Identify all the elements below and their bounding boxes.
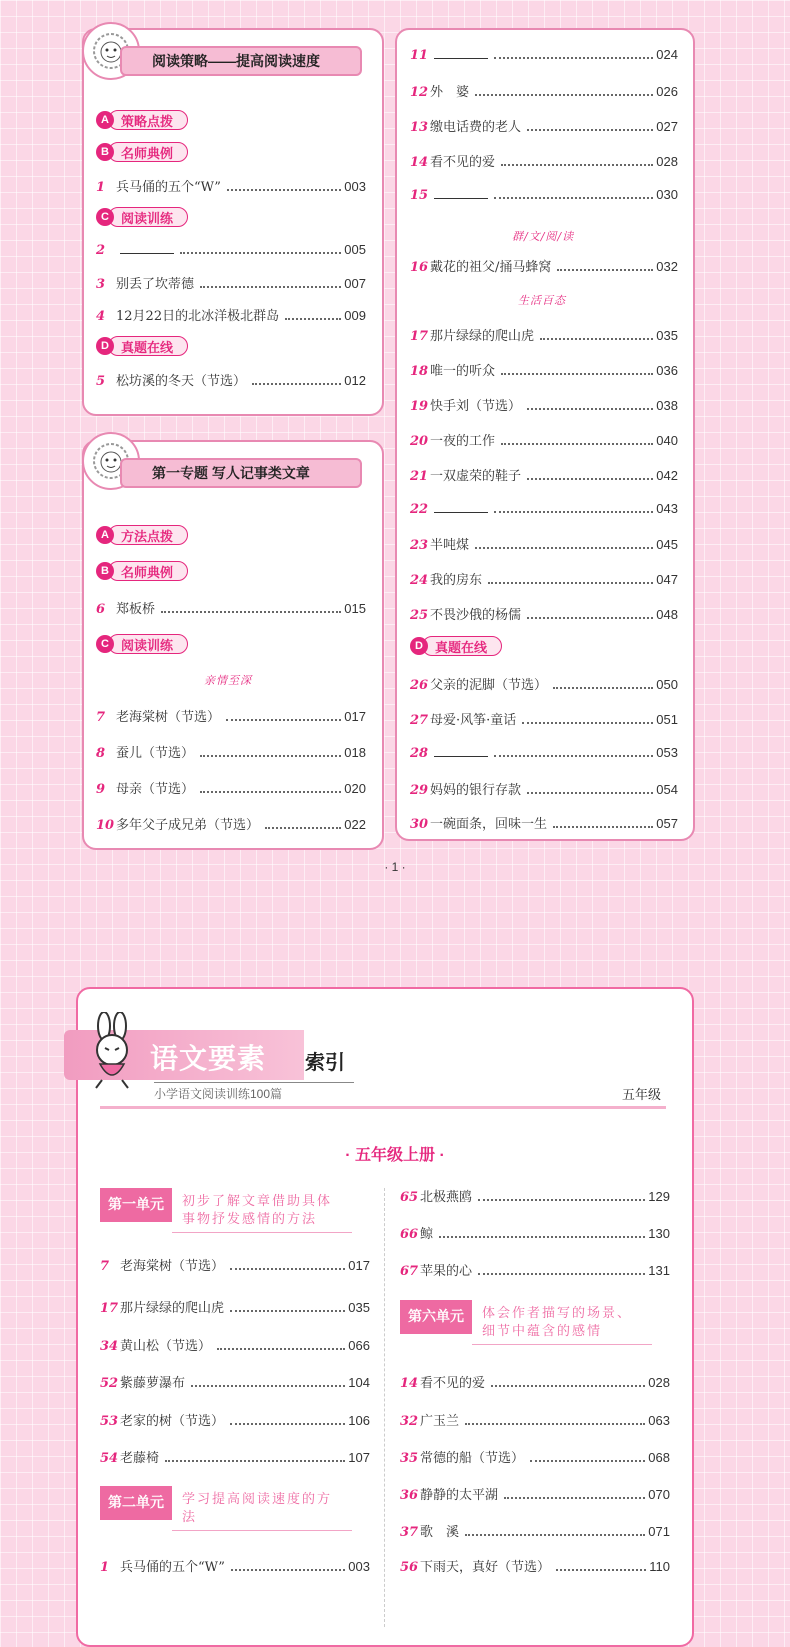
entry-page: 110 <box>649 1559 670 1574</box>
toc-entry[interactable] <box>96 273 366 292</box>
entry-title: 唯一的听众 <box>430 364 496 379</box>
leader-dots <box>527 478 653 480</box>
entry-page: 071 <box>648 1524 670 1539</box>
entry-title: 母亲（节选） <box>116 782 195 797</box>
index-subtitle: 小学语文阅读训练100篇 <box>154 1082 354 1102</box>
entry-page: 028 <box>648 1375 670 1390</box>
tag-teacher-examples <box>96 561 188 581</box>
entry-number: 3 <box>96 277 106 292</box>
entry-title: 老海棠树（节选） <box>116 710 221 725</box>
entry-title: 一碗面条，回味一生 <box>430 817 548 832</box>
title-blank <box>434 744 488 757</box>
entry-title: 老家的树（节选） <box>120 1414 225 1429</box>
entry-number: 35 <box>400 1451 419 1466</box>
entry-number: 32 <box>400 1414 419 1429</box>
entry-title: 一双虚荣的鞋子 <box>430 469 522 484</box>
unit-tag: 第一单元 <box>100 1188 172 1222</box>
unit-two-header <box>100 1486 368 1531</box>
entry-number: 17 <box>410 329 429 344</box>
entry-page: 009 <box>344 308 366 323</box>
toc-entry[interactable] <box>400 1447 670 1466</box>
entry-title: 12月22日的北冰洋极北群岛 <box>116 309 280 324</box>
leader-dots <box>527 129 653 131</box>
tag-reading-practice <box>96 634 188 654</box>
toc-entry[interactable] <box>410 500 678 517</box>
toc-entry[interactable] <box>100 1556 370 1575</box>
entry-page: 020 <box>344 781 366 796</box>
entry-page: 070 <box>648 1487 670 1502</box>
entry-number: 52 <box>100 1376 119 1391</box>
leader-dots <box>165 1460 345 1462</box>
entry-page: 063 <box>648 1413 670 1428</box>
unit-desc: 学习提高阅读速度的方法 <box>172 1486 352 1531</box>
entry-number: 20 <box>410 434 429 449</box>
entry-number: 1 <box>100 1560 110 1575</box>
entry-page: 051 <box>656 712 678 727</box>
leader-dots <box>285 318 341 320</box>
entry-number: 12 <box>410 85 429 100</box>
entry-number: 21 <box>410 469 429 484</box>
entry-page: 017 <box>348 1258 370 1273</box>
toc-entry[interactable] <box>96 176 366 195</box>
entry-page: 035 <box>656 328 678 343</box>
leader-dots <box>494 57 653 59</box>
toc-entry[interactable] <box>96 305 366 324</box>
tag-label: 名师典例 <box>108 142 188 162</box>
entry-number: 10 <box>96 818 115 833</box>
subtag-family-love: 亲情至深 <box>204 674 252 687</box>
unit-desc: 初步了解文章借助具体事物抒发感情的方法 <box>172 1188 352 1233</box>
entry-title: 妈妈的银行存款 <box>430 783 522 798</box>
entry-page: 042 <box>656 468 678 483</box>
toc-entry[interactable] <box>100 1335 370 1354</box>
entry-number: 11 <box>410 48 429 63</box>
entry-title: 松坊溪的冬天（节选） <box>116 374 247 389</box>
entry-title: 常德的船（节选） <box>420 1451 525 1466</box>
entry-number: 37 <box>400 1525 419 1540</box>
entry-number: 22 <box>410 502 429 517</box>
title-blank <box>434 46 488 59</box>
leader-dots <box>465 1534 645 1536</box>
entry-number: 8 <box>96 746 106 761</box>
entry-title: 广玉兰 <box>420 1414 460 1429</box>
leader-dots <box>230 1310 345 1312</box>
leader-dots <box>227 189 341 191</box>
leader-dots <box>465 1423 645 1425</box>
entry-number: 14 <box>400 1376 419 1391</box>
toc-entry[interactable] <box>410 186 678 203</box>
entry-number: 5 <box>96 374 106 389</box>
toc-entry[interactable] <box>410 813 678 832</box>
leader-dots <box>527 617 653 619</box>
leader-dots <box>230 1268 345 1270</box>
tag-label: 策略点拨 <box>108 110 188 130</box>
unit-six-header <box>400 1300 668 1345</box>
toc-entry[interactable] <box>410 744 678 761</box>
toc-entry[interactable] <box>96 778 366 797</box>
subtag-life: 生活百态 <box>518 294 566 307</box>
toc-entry[interactable] <box>96 706 366 725</box>
leader-dots <box>494 511 653 513</box>
entry-number: 34 <box>100 1339 119 1354</box>
toc-entry[interactable] <box>410 46 678 63</box>
toc-entry[interactable] <box>410 395 678 414</box>
entry-page: 066 <box>348 1338 370 1353</box>
leader-dots <box>191 1385 345 1387</box>
leader-dots <box>265 827 341 829</box>
entry-title: 半吨煤 <box>430 538 470 553</box>
leader-dots <box>501 373 653 375</box>
leader-dots <box>161 611 341 613</box>
tag-method-tips <box>96 525 188 545</box>
entry-number: 2 <box>96 243 106 258</box>
toc-entry[interactable] <box>410 360 678 379</box>
subtag-group-reading: 群/文/阅/读 <box>512 230 575 243</box>
entry-page: 043 <box>656 501 678 516</box>
toc-entry[interactable] <box>100 1372 370 1391</box>
entry-page: 026 <box>656 84 678 99</box>
leader-dots <box>527 792 653 794</box>
entry-page: 057 <box>656 816 678 831</box>
entry-number: 25 <box>410 608 429 623</box>
entry-page: 036 <box>656 363 678 378</box>
leader-dots <box>491 1385 645 1387</box>
entry-page: 053 <box>656 745 678 760</box>
entry-title: 多年父子成兄弟（节选） <box>116 818 260 833</box>
entry-title: 别丢了坎蒂德 <box>116 277 195 292</box>
toc-entry[interactable] <box>400 1521 670 1540</box>
leader-dots <box>200 755 341 757</box>
entry-number: 67 <box>400 1264 419 1279</box>
entry-page: 045 <box>656 537 678 552</box>
toc-entry[interactable] <box>410 430 678 449</box>
entry-title: 缴电话费的老人 <box>430 120 522 135</box>
entry-number: 14 <box>410 155 429 170</box>
entry-page: 035 <box>348 1300 370 1315</box>
entry-title: 鲸 <box>420 1227 434 1242</box>
toc-entry[interactable] <box>410 779 678 798</box>
toc-entry[interactable] <box>410 534 678 553</box>
toc-entry[interactable] <box>400 1410 670 1429</box>
entry-number: 65 <box>400 1190 419 1205</box>
tag-teacher-examples <box>96 142 188 162</box>
entry-number: 36 <box>400 1488 419 1503</box>
toc-entry[interactable] <box>410 569 678 588</box>
unit-tag: 第六单元 <box>400 1300 472 1334</box>
entry-page: 018 <box>344 745 366 760</box>
toc-entry[interactable] <box>410 604 678 623</box>
entry-page: 017 <box>344 709 366 724</box>
entry-title: 不畏沙俄的杨儒 <box>430 608 522 623</box>
entry-number: 13 <box>410 120 429 135</box>
entry-title: 快手刘（节选） <box>430 399 522 414</box>
banner-topic-one: 第一专题 写人记事类文章 <box>120 458 362 488</box>
tag-real-exam <box>96 336 188 356</box>
entry-title: 黄山松（节选） <box>120 1339 212 1354</box>
entry-number: 9 <box>96 782 106 797</box>
entry-title: 老藤椅 <box>120 1451 160 1466</box>
entry-number: 26 <box>410 678 429 693</box>
entry-page: 048 <box>656 607 678 622</box>
toc-entry[interactable] <box>410 709 678 728</box>
toc-entry[interactable] <box>100 1410 370 1429</box>
title-blank <box>434 500 488 513</box>
page-number: · 1 · <box>384 860 406 874</box>
leader-dots <box>522 722 653 724</box>
leader-dots <box>501 443 653 445</box>
entry-number: 4 <box>96 309 106 324</box>
entry-title: 母爱·风筝·童话 <box>430 713 517 728</box>
entry-number: 54 <box>100 1451 119 1466</box>
entry-number: 24 <box>410 573 429 588</box>
leader-dots <box>553 826 653 828</box>
entry-title: 下雨天，真好（节选） <box>420 1560 551 1575</box>
toc-entry[interactable] <box>96 814 366 833</box>
leader-dots <box>475 94 653 96</box>
entry-page: 005 <box>344 242 366 257</box>
entry-page: 024 <box>656 47 678 62</box>
entry-title: 蚕儿（节选） <box>116 746 195 761</box>
leader-dots <box>478 1199 645 1201</box>
entry-number: 7 <box>96 710 106 725</box>
tag-strategy-tips <box>96 110 188 130</box>
toc-entry[interactable] <box>96 742 366 761</box>
entry-title: 北极燕鸥 <box>420 1190 473 1205</box>
entry-number: 27 <box>410 713 429 728</box>
leader-dots <box>504 1497 645 1499</box>
entry-title: 老海棠树（节选） <box>120 1259 225 1274</box>
entry-page: 047 <box>656 572 678 587</box>
leader-dots <box>226 719 341 721</box>
entry-number: 16 <box>410 260 429 275</box>
tag-letter-d: D <box>410 637 428 655</box>
leader-dots <box>439 1236 645 1238</box>
entry-title: 戴花的祖父/捅马蜂窝 <box>430 260 552 275</box>
leader-dots <box>231 1569 345 1571</box>
tag-label: 真题在线 <box>108 336 188 356</box>
entry-page: 022 <box>344 817 366 832</box>
entry-title: 父亲的泥脚（节选） <box>430 678 548 693</box>
leader-dots <box>252 383 341 385</box>
tag-label: 真题在线 <box>422 636 502 656</box>
entry-page: 050 <box>656 677 678 692</box>
entry-page: 104 <box>348 1375 370 1390</box>
leader-dots <box>530 1460 645 1462</box>
tag-letter-a: A <box>96 526 114 544</box>
entry-title: 我的房东 <box>430 573 483 588</box>
entry-page: 003 <box>344 179 366 194</box>
tag-label: 阅读训练 <box>108 634 188 654</box>
leader-dots <box>488 582 653 584</box>
entry-page: 130 <box>648 1226 670 1241</box>
tag-label: 方法点拨 <box>108 525 188 545</box>
entry-title: 看不见的爱 <box>420 1376 486 1391</box>
leader-dots <box>494 755 653 757</box>
entry-page: 107 <box>348 1450 370 1465</box>
toc-entry[interactable] <box>96 241 366 258</box>
entry-page: 003 <box>348 1559 370 1574</box>
leader-dots <box>230 1423 345 1425</box>
entry-page: 028 <box>656 154 678 169</box>
entry-page: 106 <box>348 1413 370 1428</box>
entry-page: 012 <box>344 373 366 388</box>
entry-number: 23 <box>410 538 429 553</box>
leader-dots <box>180 252 341 254</box>
entry-title: 歌 溪 <box>420 1525 460 1540</box>
tag-label: 阅读训练 <box>108 207 188 227</box>
entry-number: 66 <box>400 1227 419 1242</box>
entry-number: 17 <box>100 1301 119 1316</box>
entry-number: 53 <box>100 1414 119 1429</box>
entry-title: 看不见的爱 <box>430 155 496 170</box>
entry-page: 040 <box>656 433 678 448</box>
toc-entry[interactable] <box>400 1186 670 1205</box>
entry-page: 131 <box>648 1263 670 1278</box>
column-divider <box>384 1188 385 1627</box>
grade-label: 五年级 <box>622 1087 662 1102</box>
leader-dots <box>200 286 341 288</box>
volume-title: · 五年级上册 · <box>345 1147 445 1164</box>
toc-entry[interactable] <box>400 1372 670 1391</box>
toc-entry[interactable] <box>410 465 678 484</box>
unit-desc: 体会作者描写的场景、细节中蕴含的感情 <box>472 1300 652 1345</box>
entry-number: 29 <box>410 783 429 798</box>
bunny-mascot-icon <box>80 1012 150 1098</box>
tag-reading-practice <box>96 207 188 227</box>
leader-dots <box>540 338 653 340</box>
leader-dots <box>501 164 653 166</box>
title-blank <box>434 186 488 199</box>
leader-dots <box>553 687 653 689</box>
entry-page: 007 <box>344 276 366 291</box>
entry-number: 1 <box>96 180 106 195</box>
entry-page: 038 <box>656 398 678 413</box>
entry-page: 129 <box>648 1189 670 1204</box>
toc-entry[interactable] <box>400 1556 670 1575</box>
leader-dots <box>200 791 341 793</box>
entry-page: 032 <box>656 259 678 274</box>
toc-entry[interactable] <box>410 325 678 344</box>
leader-dots <box>217 1348 345 1350</box>
index-title: 语文要素 <box>150 1043 267 1074</box>
toc-entry[interactable] <box>410 116 678 135</box>
unit-tag: 第二单元 <box>100 1486 172 1520</box>
tag-letter-b: B <box>96 143 114 161</box>
toc-entry[interactable] <box>400 1223 670 1242</box>
entry-number: 7 <box>100 1259 110 1274</box>
header-divider <box>100 1106 666 1109</box>
toc-entry[interactable] <box>100 1447 370 1466</box>
entry-title: 外 婆 <box>430 85 470 100</box>
entry-number: 56 <box>400 1560 419 1575</box>
toc-entry[interactable] <box>410 151 678 170</box>
tag-letter-c: C <box>96 635 114 653</box>
entry-title: 兵马俑的五个“W” <box>120 1560 225 1575</box>
toc-entry[interactable] <box>96 598 366 617</box>
entry-title: 静静的太平湖 <box>420 1488 499 1503</box>
toc-entry[interactable] <box>410 81 678 100</box>
entry-number: 6 <box>96 602 106 617</box>
entry-number: 18 <box>410 364 429 379</box>
index-title-suffix: 索引 <box>305 1052 345 1074</box>
leader-dots <box>494 197 653 199</box>
entry-page: 054 <box>656 782 678 797</box>
entry-title: 郑板桥 <box>116 602 156 617</box>
leader-dots <box>557 269 653 271</box>
entry-number: 19 <box>410 399 429 414</box>
entry-number: 30 <box>410 817 429 832</box>
entry-title: 那片绿绿的爬山虎 <box>120 1301 225 1316</box>
toc-entry[interactable] <box>400 1260 670 1279</box>
tag-label: 名师典例 <box>108 561 188 581</box>
leader-dots <box>475 547 653 549</box>
entry-number: 28 <box>410 746 429 761</box>
toc-entry[interactable] <box>400 1484 670 1503</box>
entry-title: 紫藤萝瀑布 <box>120 1376 186 1391</box>
tag-letter-a: A <box>96 111 114 129</box>
unit-one-header <box>100 1188 368 1233</box>
toc-entry[interactable] <box>410 256 678 275</box>
entry-page: 030 <box>656 187 678 202</box>
entry-title: 兵马俑的五个“W” <box>116 180 221 195</box>
tag-letter-d: D <box>96 337 114 355</box>
toc-entry[interactable] <box>100 1297 370 1316</box>
entry-number: 15 <box>410 188 429 203</box>
entry-page: 027 <box>656 119 678 134</box>
entry-page: 015 <box>344 601 366 616</box>
tag-real-exam <box>410 636 502 656</box>
entry-page: 068 <box>648 1450 670 1465</box>
toc-entry[interactable] <box>410 674 678 693</box>
entry-title: 那片绿绿的爬山虎 <box>430 329 535 344</box>
tag-letter-b: B <box>96 562 114 580</box>
entry-title: 苹果的心 <box>420 1264 473 1279</box>
tag-letter-c: C <box>96 208 114 226</box>
banner-reading-strategy: 阅读策略——提高阅读速度 <box>120 46 362 76</box>
toc-entry[interactable] <box>96 370 366 389</box>
leader-dots <box>556 1569 646 1571</box>
title-blank <box>120 241 174 254</box>
toc-entry[interactable] <box>100 1255 370 1274</box>
leader-dots <box>527 408 653 410</box>
entry-title: 一夜的工作 <box>430 434 496 449</box>
leader-dots <box>478 1273 645 1275</box>
